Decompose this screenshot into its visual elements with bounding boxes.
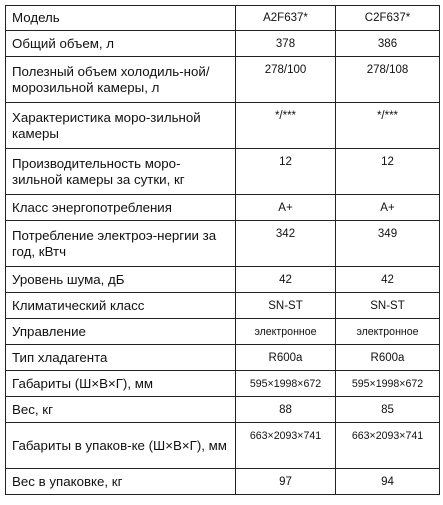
table-row xyxy=(6,103,440,149)
param-label: Характеристика моро-зильной камеры xyxy=(6,103,236,149)
param-label: Потребление электроэ-нергии за год, кВтч xyxy=(6,221,236,267)
table-row xyxy=(6,293,440,319)
table-row xyxy=(6,345,440,371)
header-param-label: Модель xyxy=(6,6,236,31)
value-model-a: 595×1998×672 xyxy=(236,371,336,397)
value-model-a: R600a xyxy=(236,345,336,371)
param-label: Тип хладагента xyxy=(6,345,236,371)
table-row xyxy=(6,195,440,221)
value-model-b: 663×2093×741 xyxy=(336,423,440,469)
table-row xyxy=(6,423,440,469)
value-model-a: A+ xyxy=(236,195,336,221)
value-model-b: 42 xyxy=(336,267,440,293)
value-model-b: 278/108 xyxy=(336,57,440,103)
spec-table xyxy=(5,5,440,495)
table-row xyxy=(6,149,440,195)
table-row xyxy=(6,371,440,397)
value-model-a: 42 xyxy=(236,267,336,293)
value-model-a: 278/100 xyxy=(236,57,336,103)
value-model-a: 12 xyxy=(236,149,336,195)
table-row xyxy=(6,31,440,57)
value-model-b: 595×1998×672 xyxy=(336,371,440,397)
param-label: Вес в упаковке, кг xyxy=(6,469,236,495)
table-row xyxy=(6,469,440,495)
value-model-a: 378 xyxy=(236,31,336,57)
value-model-a: 663×2093×741 xyxy=(236,423,336,469)
value-model-a: 88 xyxy=(236,397,336,423)
param-label: Класс энергопотребления xyxy=(6,195,236,221)
value-model-a: 342 xyxy=(236,221,336,267)
value-model-a: */*** xyxy=(236,103,336,149)
param-label: Производительность моро-зильной камеры за сутки, кг xyxy=(6,149,236,195)
header-model-b: C2F637* xyxy=(336,6,440,31)
table-row xyxy=(6,319,440,345)
value-model-b: */*** xyxy=(336,103,440,149)
value-model-a: 97 xyxy=(236,469,336,495)
table-row xyxy=(6,57,440,103)
table-row xyxy=(6,221,440,267)
value-model-b: R600a xyxy=(336,345,440,371)
param-label: Вес, кг xyxy=(6,397,236,423)
param-label: Общий объем, л xyxy=(6,31,236,57)
param-label: Уровень шума, дБ xyxy=(6,267,236,293)
param-label: Полезный объем холодиль-ной/морозильной камеры, л xyxy=(6,57,236,103)
value-model-b: 94 xyxy=(336,469,440,495)
value-model-b: 85 xyxy=(336,397,440,423)
value-model-a: электронное xyxy=(236,319,336,345)
param-label: Климатический класс xyxy=(6,293,236,319)
param-label: Габариты (Ш×В×Г), мм xyxy=(6,371,236,397)
param-label: Габариты в упаков-ке (Ш×В×Г), мм xyxy=(6,423,236,469)
header-model-a: A2F637* xyxy=(236,6,336,31)
param-label: Управление xyxy=(6,319,236,345)
table-row xyxy=(6,267,440,293)
value-model-b: 349 xyxy=(336,221,440,267)
table-header-row xyxy=(6,6,440,31)
value-model-b: SN-ST xyxy=(336,293,440,319)
value-model-b: 12 xyxy=(336,149,440,195)
value-model-b: 386 xyxy=(336,31,440,57)
value-model-b: электронное xyxy=(336,319,440,345)
value-model-a: SN-ST xyxy=(236,293,336,319)
table-row xyxy=(6,397,440,423)
value-model-b: A+ xyxy=(336,195,440,221)
